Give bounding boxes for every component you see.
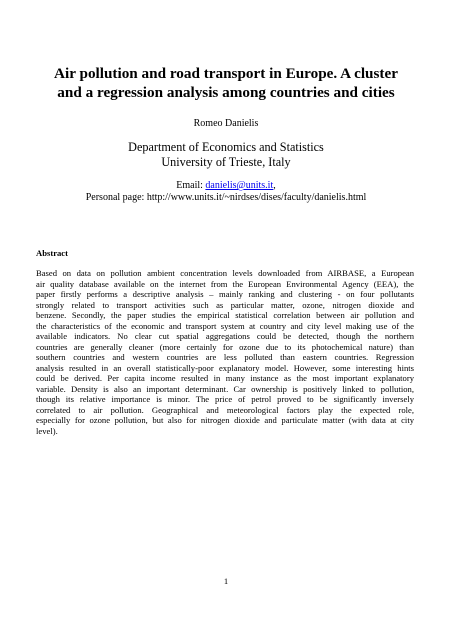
email-label: Email: [176,180,206,191]
email-link[interactable]: danielis@units.it [205,180,274,191]
personal-page-line: Personal page: http://www.units.it/~nirdses/dises/faculty/danielis.html [85,192,367,203]
email-suffix: , [273,180,276,191]
paper-title [34,64,418,102]
abstract-line: strongly related to transport activities such as particular matter, ozone, nitrogen dioxide and [36,299,414,310]
email-line [0,180,452,192]
abstract-line: air quality database available on the internet from the European Environmental Agency (EEA), the [36,278,414,289]
abstract-body [36,268,414,436]
page-number: 1 [223,576,229,586]
abstract-line: benzene. Secondly, the paper studies the empirical statistical correlation between air pollution and [36,310,414,320]
abstract-line: variable. Density is also an important determinant. Car ownership is positively linked to pollution, [36,383,414,394]
abstract-line: analysis resulted in an overall statistically-poor explanatory model. However, some interesting hints [36,362,414,373]
abstract-line: paper firstly performs a descriptive analysis – mainly ranking and clustering - on four pollutants [36,289,414,299]
abstract-line: could be derived. Per capita income resulted in many instance as the most important explanatory [36,373,414,383]
abstract-line: available indicators. No clear cut spatial aggregations could be detected, though the northern [36,331,414,341]
affiliation-line: Department of Economics and Statistics [128,140,324,154]
affiliation-line: University of Trieste, Italy [161,155,291,169]
abstract-line: Based on data on pollution ambient concentration levels downloaded from AIRBASE, a European [36,268,414,278]
abstract-line: level). [36,425,58,436]
abstract-line: correlated to air pollution. Geographical and meteorological factors play the expected role, [36,404,414,415]
abstract-heading: Abstract [36,248,68,258]
abstract-line: southern countries and western countries are less polluted than eastern countries. Regression [36,352,414,362]
paper-title-line: Air pollution and road transport in Europe. A cluster [54,65,398,82]
abstract-line: countries are generally cleaner (more certainly for ozone due to its photochemical nature) than [36,341,414,352]
author-name: Romeo Danielis [193,118,259,129]
abstract-line: the characteristics of the economic and transport system at country and city level making use of the [36,320,414,331]
paper-title-line: and a regression analysis among countries and cities [57,84,395,101]
abstract-line: though its relative importance is minor. The price of petrol proved to be significantly inversely [36,394,414,404]
contact-info [0,180,452,204]
affiliation [0,140,452,170]
abstract-line: especially for ozone pollution, but also for nitrogen dioxide and particulate matter (with data at city [36,415,414,425]
